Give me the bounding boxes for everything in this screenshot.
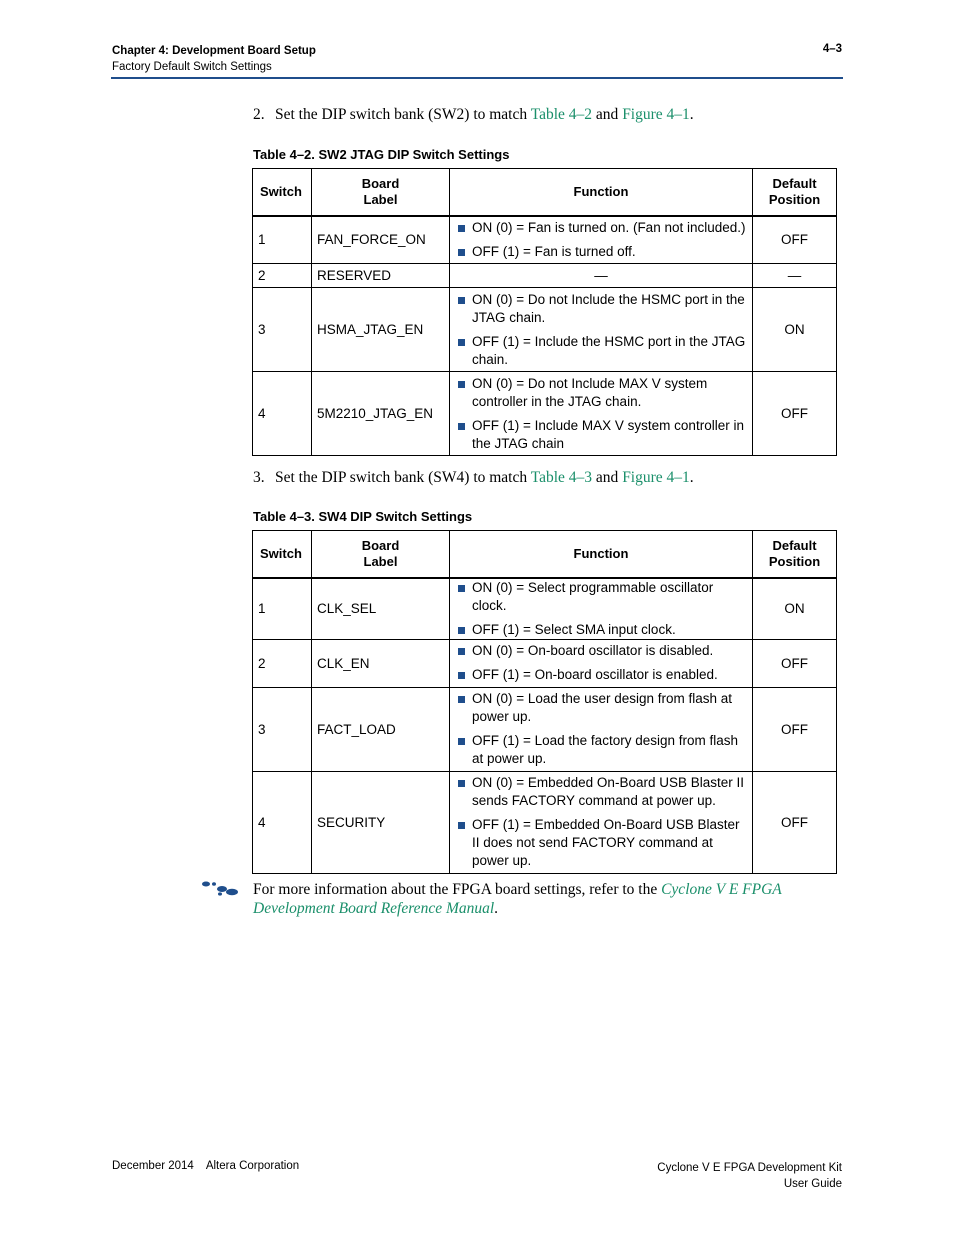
cell-default: OFF [753,372,837,456]
list-item: ON (0) = Embedded On-Board USB Blaster II sends FACTORY command at power up. [455,774,747,810]
table-header-row [253,531,837,578]
step-text: Set the DIP switch bank (SW2) to match [275,106,531,123]
table-row [253,578,837,640]
list-item: OFF (1) = Load the factory design from flash at power up. [455,732,747,768]
cell-switch: 2 [253,639,312,687]
cell-function [450,288,753,372]
cell-default: OFF [753,687,837,771]
reference-manual-link[interactable]: Cyclone V E FPGA Development Board Reference Manual [253,881,782,917]
step-text-end: . [689,469,694,486]
footer-doc-type: User Guide [783,1178,842,1190]
cell-default: OFF [753,771,837,873]
list-item: OFF (1) = On-board oscillator is enabled. [455,666,747,684]
header-board-label: Board Label [312,531,450,578]
cell-label: HSMA_JTAG_EN [312,288,450,372]
section-title: Factory Default Switch Settings [112,61,272,73]
cell-label: SECURITY [312,771,450,873]
table-row [253,372,837,456]
table-caption: Table 4–2. SW2 JTAG DIP Switch Settings [253,147,510,162]
note-paragraph [253,880,843,918]
table-row [253,216,837,264]
cell-function: — [450,264,753,288]
cell-label: FACT_LOAD [312,687,450,771]
step-text-and: and [592,469,623,486]
cell-function [450,687,753,771]
list-item: ON (0) = Load the user design from flash at power up. [455,690,747,726]
cell-switch: 4 [253,771,312,873]
cell-label: 5M2210_JTAG_EN [312,372,450,456]
header-switch: Switch [253,531,312,578]
header-rule [111,77,843,79]
step-2 [253,106,694,124]
step-text: Set the DIP switch bank (SW4) to match [275,469,531,486]
header-function: Function [450,531,753,578]
cell-label: FAN_FORCE_ON [312,216,450,264]
header-switch: Switch [253,169,312,216]
running-header [112,43,316,75]
table-4-2-link[interactable]: Table 4–2 [530,106,593,123]
figure-4-1-link[interactable]: Figure 4–1 [622,469,690,486]
cell-label: RESERVED [312,264,450,288]
cell-switch: 3 [253,687,312,771]
table-row [253,771,837,873]
table-row [253,639,837,687]
sw2-jtag-table [252,168,837,456]
cell-function [450,578,753,640]
cell-switch: 3 [253,288,312,372]
header-function: Function [450,169,753,216]
list-item: ON (0) = Fan is turned on. (Fan not included.) [455,219,747,237]
list-item: OFF (1) = Include MAX V system controller in the JTAG chain [455,417,747,453]
cell-switch: 1 [253,578,312,640]
cell-default: — [753,264,837,288]
cell-function [450,372,753,456]
table-caption: Table 4–3. SW4 DIP Switch Settings [253,509,473,524]
cell-function [450,639,753,687]
cell-label: CLK_SEL [312,578,450,640]
list-item: ON (0) = Do not Include the HSMC port in the JTAG chain. [455,291,747,327]
figure-4-1-link[interactable]: Figure 4–1 [622,106,690,123]
cell-default: OFF [753,639,837,687]
footer-doc-title: Cyclone V E FPGA Development Kit [657,1162,842,1174]
list-item: ON (0) = Do not Include MAX V system controller in the JTAG chain. [455,375,747,411]
header-default-position: Default Position [753,531,837,578]
step-number: 3. [253,469,265,486]
table-row [253,264,837,288]
table-header-row [253,169,837,216]
footer-company: Altera Corporation [205,1160,300,1172]
footsteps-note-icon [200,881,240,897]
list-item: OFF (1) = Fan is turned off. [455,243,747,261]
cell-switch: 1 [253,216,312,264]
step-3 [253,469,694,487]
cell-function [450,771,753,873]
step-text-and: and [592,106,623,123]
list-item: OFF (1) = Select SMA input clock. [455,621,747,639]
cell-default: OFF [753,216,837,264]
sw4-dip-table [252,530,837,874]
note-text-end: . [494,900,499,917]
table-row [253,687,837,771]
cell-function [450,216,753,264]
table-row [253,288,837,372]
list-item: OFF (1) = Include the HSMC port in the JTAG chain. [455,333,747,369]
header-board-label: Board Label [312,169,450,216]
cell-default: ON [753,578,837,640]
header-default-position: Default Position [753,169,837,216]
cell-default: ON [753,288,837,372]
table-4-3-link[interactable]: Table 4–3 [530,469,593,486]
list-item: ON (0) = On-board oscillator is disabled. [455,642,747,660]
cell-switch: 4 [253,372,312,456]
footer-right [657,1160,842,1192]
list-item: OFF (1) = Embedded On-Board USB Blaster II does not send FACTORY command at power up. [455,816,747,870]
step-number: 2. [253,106,265,123]
list-item: ON (0) = Select programmable oscillator clock. [455,579,747,615]
note-text: For more information about the FPGA board settings, refer to the [253,881,662,898]
cell-label: CLK_EN [312,639,450,687]
step-text-end: . [689,106,694,123]
chapter-title: Chapter 4: Development Board Setup [112,45,316,57]
page-number: 4–3 [822,43,842,55]
footer-date: December 2014 [112,1160,194,1172]
footer-left [112,1160,299,1172]
cell-switch: 2 [253,264,312,288]
